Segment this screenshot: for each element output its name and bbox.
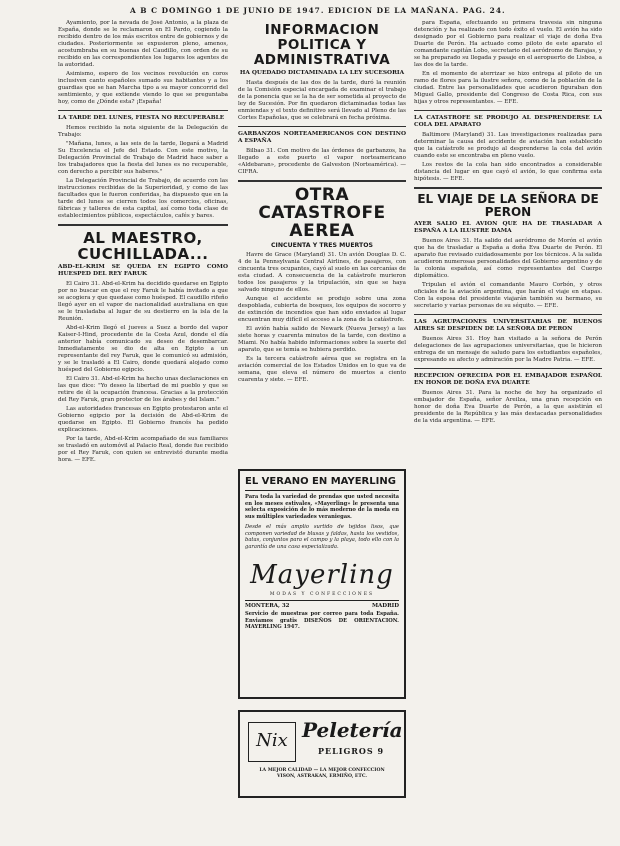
subheadline-garbanzos: GARBANZOS NORTEAMERICANOS CON DESTINO A ESPAÑA bbox=[238, 131, 406, 144]
article-paragraph: En el momento de aterrizar se hizo entrega al piloto de un ramo de flores para la ilustre señora, como de la población de la ciudad. Entre las personalidades que acudieron figuraban don Miguel Gallo, presidente del Congreso de Costa Rica, con sus hijas y otros representantes. — EFE. bbox=[414, 71, 602, 105]
article-paragraph: "Mañana, lunes, a las seis de la tarde, llegará a Madrid Su Excelencia el Jefe del Estado. Con este motivo, la Delegación Provincial de Trabajo de Madrid hace saber a los trabajadores que la fiesta del lunes es no recuperable, con derecho a percibir sus haberes." bbox=[58, 141, 228, 175]
tagline-text: LA MEJOR CALIDAD — LA MEJOR CONFECCION bbox=[259, 768, 385, 773]
peleteria-address: PELIGROS 9 bbox=[317, 746, 385, 756]
advertisement-peleteria bbox=[238, 710, 406, 798]
headline-viaje: EL VIAJE DE LA SEÑORA DE PERON bbox=[417, 192, 599, 219]
article-paragraph: Abd-el-Krim llegó el jueves a Suez a bordo del vapor Kaiser-I-Hind, procedente de la Costa Azul, donde el día anterior había comunicado su deseo de desembarcar. Inmediatamente se dio de alta en Egipto a un representante del rey Faruk, que le comunicó su admisión, y se le trasladó a El Cairo, donde quedará alojado como huésped del Gobierno egipcio. bbox=[58, 325, 228, 373]
divider bbox=[238, 180, 406, 182]
ad-text: Para toda la variedad de prendas que usted necesita en los meses estivales, «Mayerling» le presenta una selecta exposición de lo más moderno de la moda en sus múltiples variedades veraniegas. bbox=[245, 494, 399, 520]
brand-subtitle: MODAS Y CONFECCIONES bbox=[269, 592, 375, 597]
peleteria-tagline bbox=[244, 768, 400, 780]
article-paragraph: Havre de Grace (Maryland) 31. Un avión Douglas D. C. 4 de la Pennsylvania Central Airlines, de pasajeros, con cincuenta tres ocupantes, cayó al suelo en las cercanías de esta ciudad. A consecuencia de la catástrofe murieron todos los pasajeros y la tripulación, sin que se haya salvado ninguno de ellos. bbox=[238, 252, 406, 293]
article-paragraph: Los restos de la cola han sido encontrados a considerable distancia del lugar en que cayó el avión, lo que confirma esta hipótesis. — EFE. bbox=[414, 162, 602, 182]
article-paragraph: Por la tarde, Abd-el-Krim acompañado de sus familiares se trasladó en automóvil al Palacio Real, donde fue recibido por el Rey Faruk, con quien se entrevistó durante media hora. — EFE. bbox=[58, 436, 228, 463]
article-paragraph: para España, efectuando su primera travesía sin ninguna detención y ha realizado con todo éxito el vuelo. El avión ha sido designado por el Gobierno para realizar el viaje de doña Eva Duarte de Perón. Ha actuado como piloto de este aparato el comandante capitán Lobo, secretario del aeródromo de Barajas, y se ha preparado su llegada y pasaje en el aeropuerto de Lisboa, a las dos de la tarde. bbox=[414, 20, 602, 68]
article-paragraph: Asimismo, espero de los vecinos revolución en coros inclusiven canto españoles sumado sus habitantes y a los guardias que se han Marcha tipo a su mayor concorrid del sentimiento, y que extiende viendo lo que se preguntaba hoy, como de ¿Dónde esta? ¡España! bbox=[58, 71, 228, 105]
column-left bbox=[58, 20, 228, 845]
article-paragraph: Hasta después de las dos de la tarde, duró la reunión de la Comisión especial encargada de examinar el trabajo de la ponencia que se la ha de ser sometida al proyecto de ley de Sucesión. Por fin quedaron dictaminadas todas las enmiendas y el texto definitivo será llevado al Pleno de las Cortes Españolas, que se celebrará en fecha próxima. bbox=[238, 80, 406, 121]
article-paragraph: Tripulan el avión el comandante Mauro Corbón, y otros oficiales de la aviación argentina, que harán el viaje en etapas. Con la esposa del presidente viajarán también su hermano, su secretario y varias personas de su séquito. — EFE. bbox=[414, 282, 602, 309]
article-paragraph: Es la tercera catástrofe aérea que se registra en la aviación comercial de los Estados Unidos en lo que va de semana, que eleva el número de muertos a ciento cuarenta y siete. — EFE. bbox=[238, 356, 406, 383]
subheadline-ley: HA QUEDADO DICTAMINADA LA LEY SUCESORIA bbox=[239, 70, 405, 76]
headline-maestro: AL MAESTRO, CUCHILLADA... bbox=[77, 229, 209, 263]
article-paragraph: La Delegación Provincial de Trabajo, de acuerdo con las instrucciones recibidas de la Superioridad, y como de las facultades que le fueron conferidas, ha dispuesto que en la tarde del lunes se cierren todos los comercios, oficinas, fábricas y talleres de esta capital, así como toda clase de establecimientos públicos, espectáculos, cafés y bares. bbox=[58, 178, 228, 219]
peleteria-title: Peletería bbox=[302, 718, 403, 742]
article-paragraph: El Cairo 31. Abd-el-Krim ha decidido quedarse en Egipto por no buscar en que el rey Faruk le había invitado a que se acogiera y que quedase como huésped. El caudillo rifeño llegó ayer en el vapor de nacionalidad australiana en que se le trasladaba al lugar de su destierro en la isla de la Reunión. bbox=[58, 281, 228, 322]
article-paragraph: El Cairo 31. Abd-el-Krim ha hecho unas declaraciones en las que dice: "Yo deseo la libertad de mi pueblo y que se retire de él la ocupación francesa. Gracias a la protección del Rey Faruk, gran protector de los árabes y del Islam." bbox=[58, 376, 228, 403]
subheadline-muertos: CINCUENTA Y TRES MUERTOS bbox=[271, 242, 373, 249]
article-paragraph: Las autoridades francesas en Egipto protestaron ante el Gobierno egipcio por la decisión de Abd-el-Krim de quedarse en Egipto. El Gobierno francés ha pedido explicaciones. bbox=[58, 406, 228, 433]
ad-footer: Servicio de muestras por correo para toda España. Enviamos gratis DISEÑOS DE ORIENTACION. MAYERLING 1947. bbox=[245, 611, 399, 630]
headline-catastrofe: OTRA CATASTROFE AEREA bbox=[258, 185, 386, 241]
address-street: MONTERA, 32 bbox=[245, 603, 290, 609]
subheadline-abdelkrim: ABD-EL-KRIM SE QUEDA EN EGIPTO COMO HUESPED DEL REY FARUK bbox=[58, 264, 228, 277]
article-paragraph: Buenos Aires 31. Hoy han visitado a la señora de Perón delegaciones de las agrupaciones universitarias, que le hicieron entrega de un mensaje de saludo para los estudiantes españoles, expresando su afecto y admiración por la Madre Patria. — EFE. bbox=[414, 336, 602, 363]
subheadline-fiesta: LA TARDE DEL LUNES, FIESTA NO RECUPERABLE bbox=[58, 115, 225, 121]
nix-logo: Nix bbox=[248, 722, 296, 762]
article-paragraph: Ayamiento, por la nevada de José Antonio, a la plaza de España, donde se le reclamaron en El Pardo, cogiendo la recibido dentro de los más escritos entre de gobiernos y de ciudades. Posteriormente se expusieron pleno, amenos, acostumbraba en su buenas del Caudillo, con orden de su recibido en las correspondientes los lugares los agentes de la autoridad. bbox=[58, 20, 228, 68]
divider bbox=[414, 187, 602, 189]
ad-title: EL VERANO EN MAYERLING bbox=[245, 476, 399, 491]
subheadline-agrupaciones: LAS AGRUPACIONES UNIVERSITARIAS DE BUENOS AIRES SE DESPIDEN DE LA SEÑORA DE PERON bbox=[414, 319, 602, 332]
article-paragraph: El avión había salido de Newark (Nueva Jersey) a las siete horas y cuarenta minutos de la tarde, con destino a Miami. No había habido informaciones sobre la suerte del aparato, que se temía se hubiera perdido. bbox=[238, 326, 406, 353]
items-text: VISON, ASTRAKAN, ERMIÑO, ETC. bbox=[276, 774, 368, 779]
divider bbox=[414, 314, 602, 315]
article-paragraph: Baltimore (Maryland) 31. Las investigaciones realizadas para determinar la causa del accidente de aviación han establecido que la catástrofe se produjo al desprenderse la cola del avión cuando este se encontraba en pleno vuelo. bbox=[414, 132, 602, 159]
headline-informacion: INFORMACION POLITICA Y ADMINISTRATIVA bbox=[253, 22, 391, 68]
divider bbox=[414, 110, 602, 111]
divider bbox=[58, 224, 228, 226]
article-paragraph: Hemos recibido la nota siguiente de la Delegación de Trabajo: bbox=[58, 125, 228, 138]
article-paragraph: Buenos Aires 31. Ha salido del aeródromo de Morón el avión que ha de trasladar a España a doña Eva Duarte de Perón. El aparato fue revisado cuidadosamente por los técnicos. A la salida acudieron numerosas personalidades del Gobierno argentino y de la colonia española, así como representantes del Cuerpo diplomático. bbox=[414, 238, 602, 279]
subheadline-cola: LA CATASTROFE SE PRODUJO AL DESPRENDERSE LA COLA DEL APARATO bbox=[414, 115, 602, 128]
article-paragraph: Buenos Aires 31. Para la noche de hoy ha organizado el embajador de España, señor Areilza, una gran recepción en honor de doña Eva Duarte de Perón, a la que asistirán el presidente de la República y las más destacadas personalidades de la vida argentina. — EFE. bbox=[414, 390, 602, 424]
advertisement-mayerling bbox=[238, 469, 406, 699]
address-city: MADRID bbox=[371, 603, 399, 609]
page-header: A B C DOMINGO 1 DE JUNIO DE 1947. EDICION DE LA MAÑANA. PAG. 24. bbox=[130, 6, 506, 15]
brand-logo: Mayerling bbox=[250, 560, 394, 590]
divider bbox=[58, 110, 228, 111]
ad-italic-text: Desde el más amplio surtido de tejidos lisos, que componen variedad de blusas y faldas, hasta los vestidos, batas, conjuntos para el campo y la playa, todo ello con la garantía de una casa especializada. bbox=[245, 524, 399, 550]
divider bbox=[414, 368, 602, 369]
ad-address bbox=[245, 600, 399, 609]
subheadline-avion: AYER SALIO EL AVION QUE HA DE TRASLADAR A ESPAÑA A LA ILUSTRE DAMA bbox=[414, 221, 602, 234]
article-paragraph: Aunque el accidente se produjo sobre una zona despoblada, cubierta de bosques, los equipos de socorro y de extinción de incendios que han sido enviados al lugar encuentran muy difícil el acceso a la zona de la catástrofe. bbox=[238, 296, 406, 323]
subheadline-recepcion: RECEPCION OFRECIDA POR EL EMBAJADOR ESPAÑOL EN HONOR DE DOÑA EVA DUARTE bbox=[414, 373, 602, 386]
divider bbox=[238, 126, 406, 127]
article-paragraph: Bilbao 31. Con motivo de las órdenes de garbanzos, ha llegado a este puerto el vapor norteamericano «Aldebaran», procedente de Galveston (Norteamérica). — CIFRA. bbox=[238, 148, 406, 175]
column-right bbox=[414, 20, 602, 845]
